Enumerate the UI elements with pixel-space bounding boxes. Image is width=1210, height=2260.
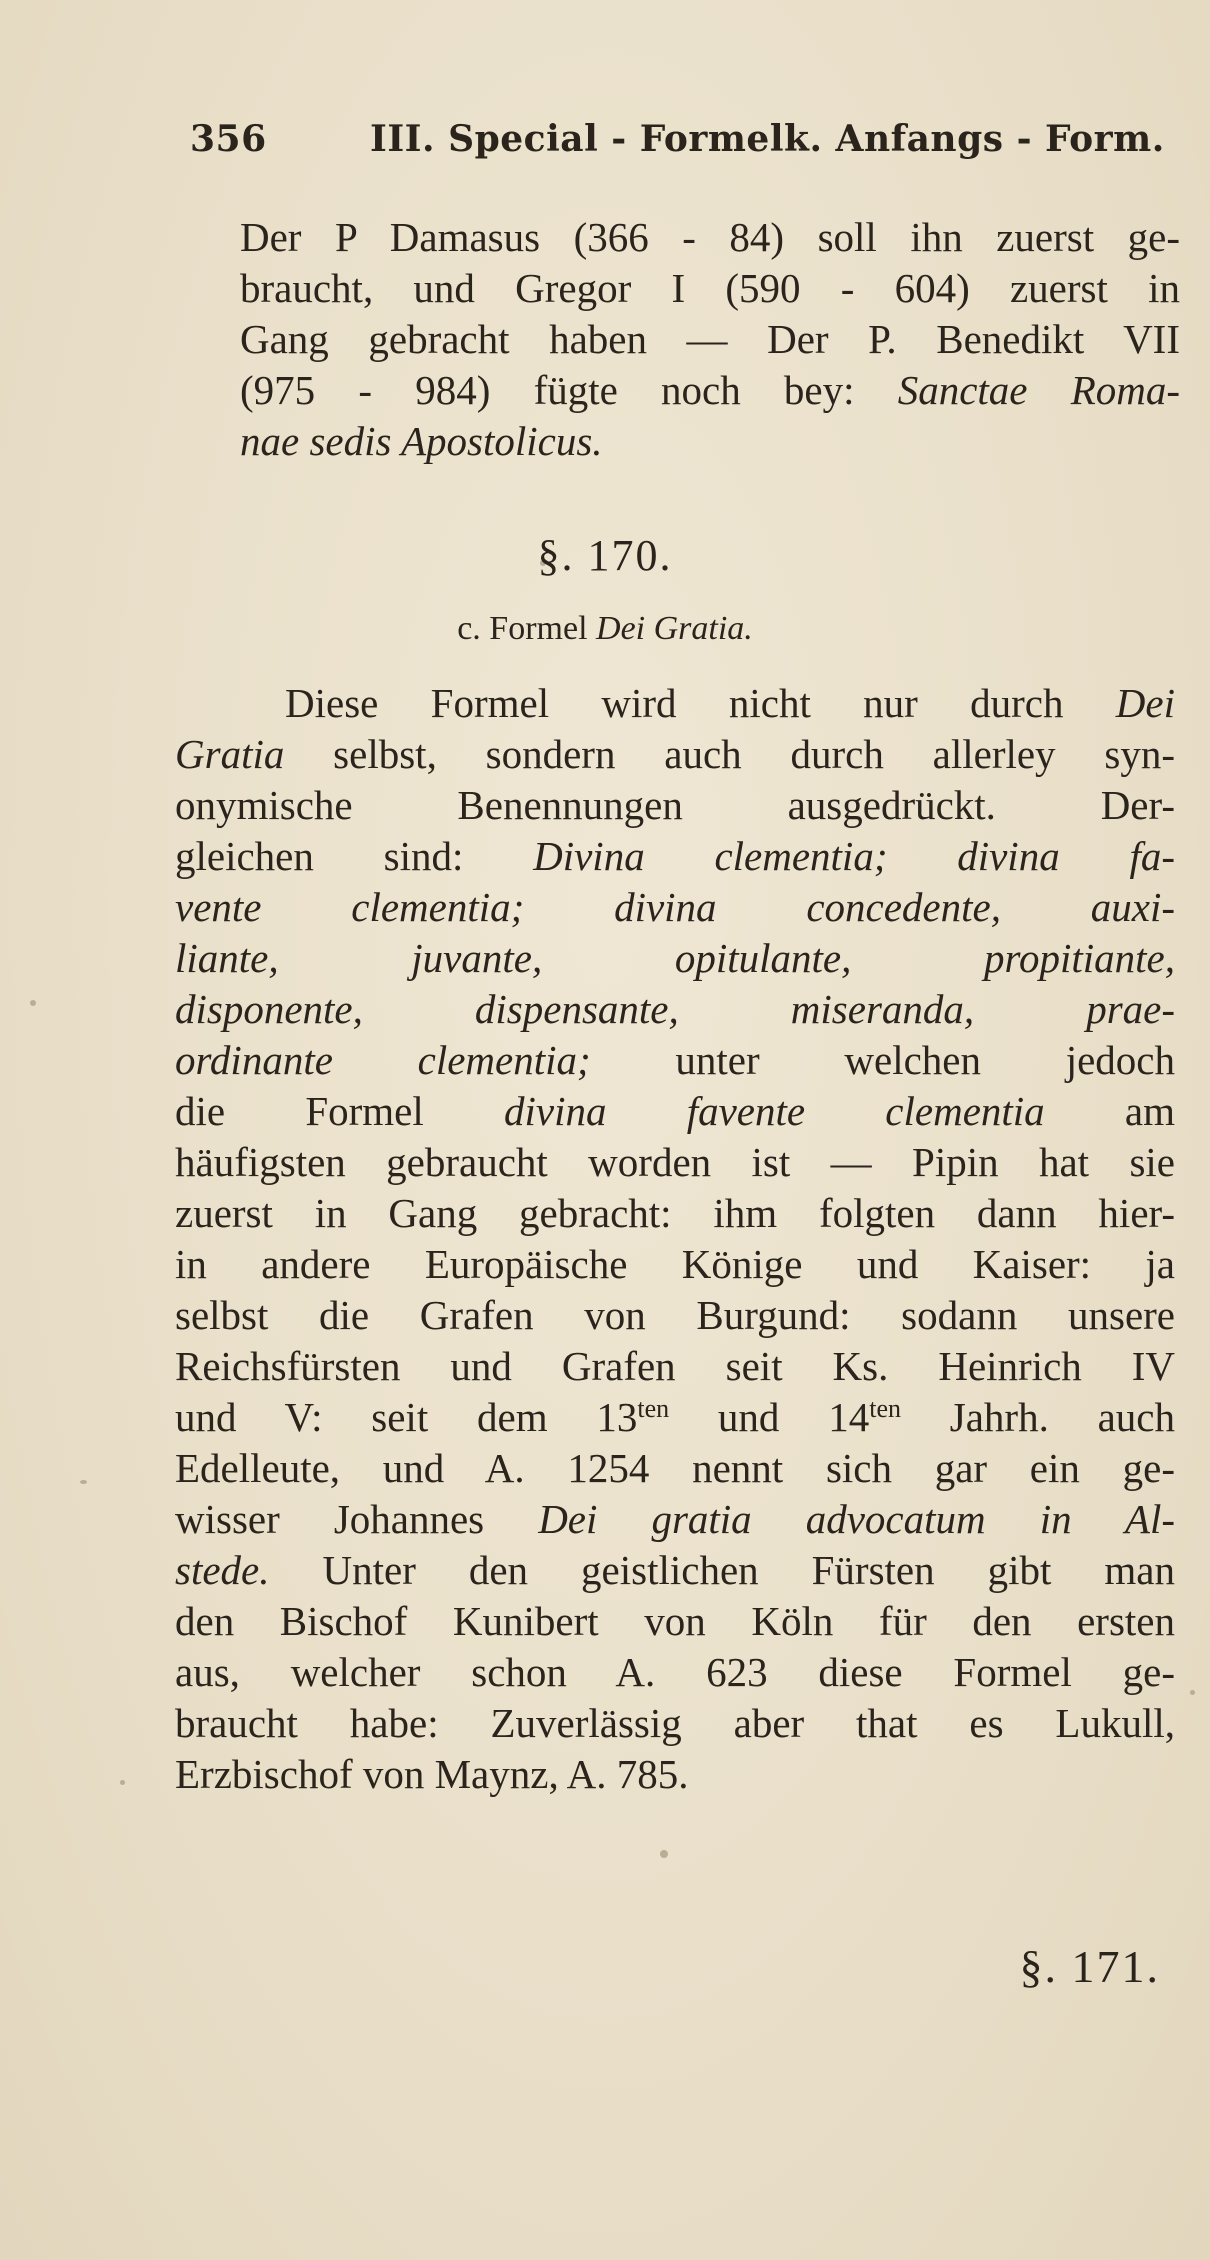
- text-line: [175, 1086, 1175, 1137]
- text-line: häufigsten gebraucht worden ist — Pipin hat sie: [175, 1139, 1175, 1185]
- page-number: 356: [190, 118, 267, 160]
- text-line: [175, 1392, 1175, 1443]
- text-line: Edelleute, und A. 1254 nennt sich gar ein ge-: [175, 1445, 1175, 1491]
- paragraph-1: [240, 212, 1180, 467]
- paper-speck: [80, 1480, 87, 1484]
- catchword: §. 171.: [1019, 1941, 1160, 1992]
- text-line: [175, 1494, 1175, 1545]
- text-italic: Gratia: [175, 731, 285, 777]
- section-heading: §. 170.: [537, 531, 673, 580]
- text-line: [175, 882, 1175, 933]
- text-line: aus, welcher schon A. 623 diese Formel ge-: [175, 1649, 1175, 1695]
- superscript: ten: [637, 1394, 670, 1423]
- text-line: [175, 729, 1175, 780]
- text-roman: selbst, sondern auch durch allerley syn-: [284, 731, 1175, 777]
- text-line: [175, 831, 1175, 882]
- text-line: [175, 984, 1175, 1035]
- text-roman: Diese Formel wird nicht nur durch: [285, 680, 1116, 726]
- text-line: in andere Europäische Könige und Kaiser: ja: [175, 1241, 1175, 1287]
- text-italic: Divina clementia; divina fa-: [533, 833, 1175, 879]
- text-italic: divina favente clementia: [503, 1088, 1045, 1134]
- text-line: braucht, und Gregor I (590 - 604) zuerst in: [240, 265, 1180, 311]
- text-roman: unter welchen jedoch: [590, 1037, 1176, 1083]
- paper-speck: [1190, 1690, 1195, 1695]
- text-line: onymische Benennungen ausgedrückt. Der-: [175, 782, 1175, 828]
- text-italic: Dei: [1115, 680, 1175, 726]
- text-line: Der P Damasus (366 - 84) soll ihn zuerst ge-: [240, 214, 1180, 260]
- text-italic: stede.: [175, 1547, 270, 1593]
- paragraph-2: [175, 678, 1175, 1800]
- text-italic: disponente, dispensante, miseranda, prae-: [175, 986, 1175, 1032]
- text-line: zuerst in Gang gebracht: ihm folgten dann hier-: [175, 1190, 1175, 1236]
- text-roman: (975 - 984) fügte noch bey:: [240, 367, 898, 413]
- text-line: den Bischof Kunibert von Köln für den ersten: [175, 1598, 1175, 1644]
- section-subheading: [0, 610, 1210, 648]
- text-line: [240, 416, 1180, 467]
- text-italic: Dei gratia advocatum in Al-: [538, 1496, 1175, 1542]
- text-line: [240, 365, 1180, 416]
- text-line: Erzbischof von Maynz, A. 785.: [175, 1751, 689, 1797]
- subheading-italic: Dei Gratia.: [596, 610, 753, 647]
- running-title: III. Special - Formelk. Anfangs - Form.: [370, 118, 1165, 160]
- text-roman: die Formel: [175, 1088, 504, 1134]
- subheading-roman: c. Formel: [457, 610, 597, 647]
- text-roman: am: [1044, 1088, 1175, 1134]
- text-roman: gleichen sind:: [175, 833, 534, 879]
- superscript: ten: [869, 1394, 901, 1423]
- paper-speck: [30, 1000, 36, 1006]
- text-line: braucht habe: Zuverlässig aber that es Lukull,: [175, 1700, 1175, 1746]
- text-italic: liante, juvante, opitulante, propitiante,: [175, 935, 1175, 981]
- text-italic: ordinante clementia;: [175, 1037, 591, 1083]
- text-line: Reichsfürsten und Grafen seit Ks. Heinrich IV: [175, 1343, 1175, 1389]
- text-line: [175, 933, 1175, 984]
- text-line: [175, 678, 1175, 729]
- text-line: [175, 1035, 1175, 1086]
- text-roman: Unter den geistlichen Fürsten gibt man: [269, 1547, 1175, 1593]
- text-roman: Jahrh. auch: [900, 1394, 1176, 1440]
- text-roman: wisser Johannes: [175, 1496, 539, 1542]
- text-italic: nae sedis Apostolicus.: [240, 418, 603, 464]
- text-line: selbst die Grafen von Burgund: sodann unsere: [175, 1292, 1175, 1338]
- text-roman: und V: seit dem 13: [175, 1394, 638, 1440]
- text-line: [175, 1545, 1175, 1596]
- paper-speck: [120, 1780, 125, 1785]
- paper-speck: [660, 1850, 668, 1858]
- text-roman: und 14: [669, 1394, 870, 1440]
- text-line: Gang gebracht haben — Der P. Benedikt VII: [240, 316, 1180, 362]
- text-italic: Sanctae Roma-: [897, 367, 1180, 413]
- running-head: [190, 118, 1165, 160]
- text-italic: vente clementia; divina concedente, auxi-: [175, 884, 1175, 930]
